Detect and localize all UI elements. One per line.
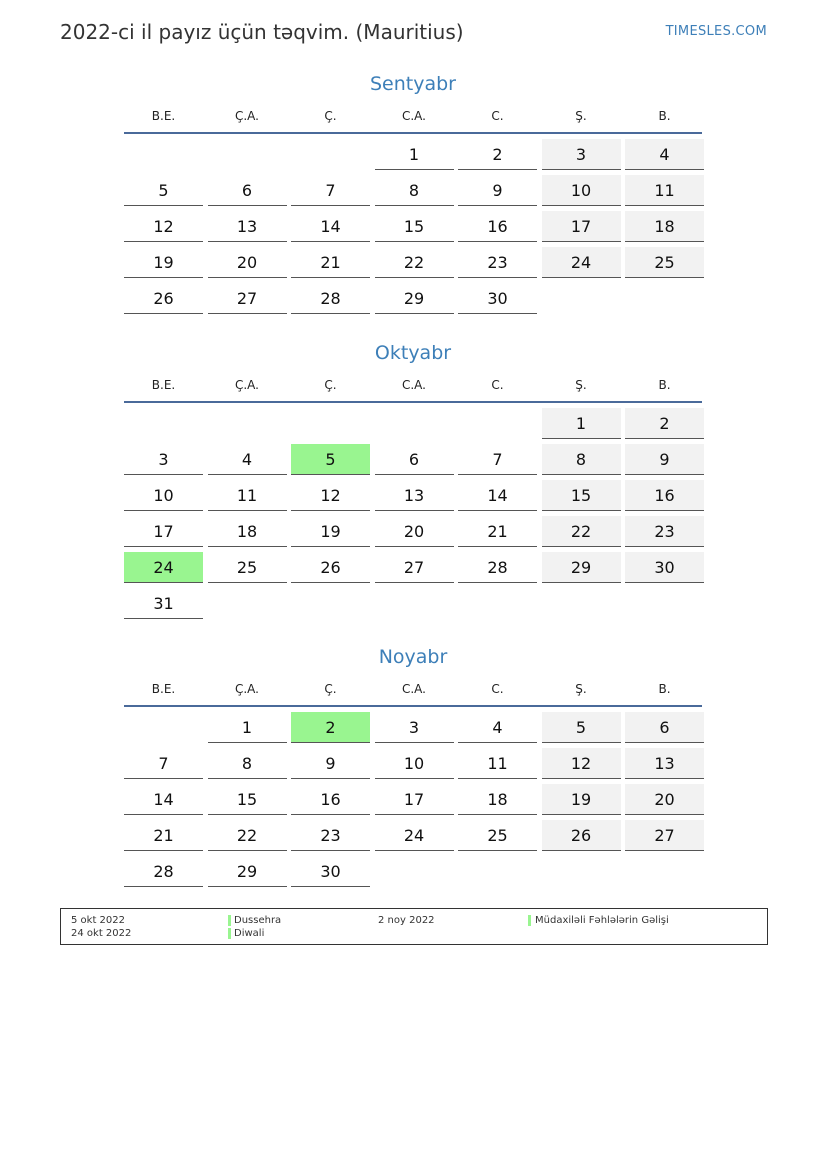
- day-cell: 17: [542, 211, 621, 242]
- day-cell: 25: [625, 247, 704, 278]
- day-cell: 26: [124, 283, 203, 314]
- day-cell: 21: [291, 247, 370, 278]
- weekday-header: [124, 375, 702, 403]
- day-cell: 3: [124, 444, 203, 475]
- day-cell: 21: [124, 820, 203, 851]
- day-cell: 20: [208, 247, 287, 278]
- weekday-label: B.: [658, 682, 671, 696]
- day-cell: 11: [208, 480, 287, 511]
- day-cell: 4: [208, 444, 287, 475]
- day-cell: 19: [542, 784, 621, 815]
- day-cell: 26: [542, 820, 621, 851]
- weekday-header: [124, 106, 702, 134]
- day-cell: 20: [625, 784, 704, 815]
- weekday-label: C.A.: [401, 109, 426, 123]
- holiday-day-cell: 5: [291, 444, 370, 475]
- day-cell: 27: [208, 283, 287, 314]
- day-cell: 5: [542, 712, 621, 743]
- holiday-marker-icon: [228, 928, 231, 939]
- weekday-label: Ş.: [575, 109, 587, 123]
- day-cell: 17: [375, 784, 454, 815]
- day-cell: 15: [375, 211, 454, 242]
- day-cell: 7: [458, 444, 537, 475]
- day-cell: 7: [124, 748, 203, 779]
- day-cell: 4: [625, 139, 704, 170]
- day-cell: 16: [625, 480, 704, 511]
- day-cell: 6: [208, 175, 287, 206]
- day-cell: 29: [542, 552, 621, 583]
- day-cell: 8: [375, 175, 454, 206]
- day-cell: 2: [458, 139, 537, 170]
- empty-cell: [375, 408, 454, 439]
- empty-cell: [124, 408, 203, 439]
- empty-cell: [291, 139, 370, 170]
- day-cell: 6: [625, 712, 704, 743]
- weekday-header: [124, 679, 702, 707]
- empty-cell: [208, 408, 287, 439]
- day-cell: 23: [291, 820, 370, 851]
- day-cell: 23: [458, 247, 537, 278]
- weekday-label: Ç.: [324, 109, 337, 123]
- empty-cell: [458, 408, 537, 439]
- weekday-label: Ş.: [575, 378, 587, 392]
- day-cell: 25: [208, 552, 287, 583]
- day-cell: 15: [208, 784, 287, 815]
- day-cell: 5: [124, 175, 203, 206]
- day-cell: 30: [625, 552, 704, 583]
- day-cell: 13: [375, 480, 454, 511]
- day-cell: 30: [458, 283, 537, 314]
- day-cell: 12: [124, 211, 203, 242]
- day-cell: 10: [124, 480, 203, 511]
- legend-date: 2 noy 2022: [378, 915, 435, 926]
- day-cell: 11: [458, 748, 537, 779]
- day-cell: 12: [291, 480, 370, 511]
- day-cell: 22: [542, 516, 621, 547]
- day-grid: [124, 139, 702, 314]
- weekday-label: C.A.: [401, 682, 426, 696]
- weekday-label: Ç.: [324, 682, 337, 696]
- day-cell: 9: [625, 444, 704, 475]
- holiday-day-cell: 24: [124, 552, 203, 583]
- weekday-label: Ç.A.: [234, 378, 259, 392]
- day-cell: 1: [542, 408, 621, 439]
- month-title: Oktyabr: [374, 342, 452, 364]
- day-cell: 24: [375, 820, 454, 851]
- empty-cell: [208, 139, 287, 170]
- weekday-label: Ç.A.: [234, 109, 259, 123]
- legend-holiday-name: Dussehra: [234, 915, 282, 926]
- legend-holiday-name: Müdaxiləli Fəhlələrin Gəlişi: [535, 915, 669, 926]
- day-cell: 27: [375, 552, 454, 583]
- day-cell: 26: [291, 552, 370, 583]
- day-cell: 19: [124, 247, 203, 278]
- day-cell: 27: [625, 820, 704, 851]
- day-grid: [124, 408, 702, 619]
- day-cell: 14: [124, 784, 203, 815]
- day-cell: 3: [542, 139, 621, 170]
- day-cell: 30: [291, 856, 370, 887]
- day-cell: 28: [291, 283, 370, 314]
- empty-cell: [291, 408, 370, 439]
- day-cell: 22: [208, 820, 287, 851]
- weekday-label: B.E.: [151, 378, 176, 392]
- day-cell: 29: [375, 283, 454, 314]
- month-2: [124, 643, 702, 887]
- day-cell: 13: [208, 211, 287, 242]
- day-cell: 6: [375, 444, 454, 475]
- day-cell: 9: [458, 175, 537, 206]
- month-0: [124, 70, 702, 314]
- day-cell: 7: [291, 175, 370, 206]
- page-title: 2022-ci il payız üçün təqvim. (Mauritius): [60, 20, 464, 44]
- day-cell: 10: [375, 748, 454, 779]
- day-cell: 20: [375, 516, 454, 547]
- weekday-label: Ş.: [575, 682, 587, 696]
- day-cell: 18: [625, 211, 704, 242]
- day-cell: 2: [625, 408, 704, 439]
- weekday-label: C.A.: [401, 378, 426, 392]
- day-cell: 10: [542, 175, 621, 206]
- weekday-label: B.: [658, 378, 671, 392]
- weekday-label: C.: [491, 682, 504, 696]
- day-cell: 31: [124, 588, 203, 619]
- legend-holiday-name: Diwali: [234, 928, 265, 939]
- day-grid: [124, 712, 702, 887]
- day-cell: 17: [124, 516, 203, 547]
- weekday-label: B.E.: [151, 109, 176, 123]
- day-cell: 9: [291, 748, 370, 779]
- brand-link[interactable]: TIMESLES.COM: [665, 24, 767, 39]
- holiday-day-cell: 2: [291, 712, 370, 743]
- day-cell: 18: [458, 784, 537, 815]
- day-cell: 24: [542, 247, 621, 278]
- day-cell: 1: [375, 139, 454, 170]
- day-cell: 16: [458, 211, 537, 242]
- day-cell: 3: [375, 712, 454, 743]
- weekday-label: C.: [491, 109, 504, 123]
- holiday-marker-icon: [528, 915, 531, 926]
- holiday-legend: [60, 908, 768, 945]
- day-cell: 15: [542, 480, 621, 511]
- day-cell: 13: [625, 748, 704, 779]
- day-cell: 21: [458, 516, 537, 547]
- legend-date: 5 okt 2022: [71, 915, 125, 926]
- weekday-label: B.E.: [151, 682, 176, 696]
- empty-cell: [124, 712, 203, 743]
- day-cell: 14: [458, 480, 537, 511]
- day-cell: 22: [375, 247, 454, 278]
- empty-cell: [124, 139, 203, 170]
- day-cell: 18: [208, 516, 287, 547]
- day-cell: 28: [458, 552, 537, 583]
- day-cell: 12: [542, 748, 621, 779]
- day-cell: 19: [291, 516, 370, 547]
- day-cell: 16: [291, 784, 370, 815]
- weekday-label: B.: [658, 109, 671, 123]
- day-cell: 23: [625, 516, 704, 547]
- day-cell: 28: [124, 856, 203, 887]
- weekday-label: C.: [491, 378, 504, 392]
- weekday-label: Ç.: [324, 378, 337, 392]
- day-cell: 4: [458, 712, 537, 743]
- day-cell: 1: [208, 712, 287, 743]
- weekday-label: Ç.A.: [234, 682, 259, 696]
- day-cell: 25: [458, 820, 537, 851]
- month-title: Sentyabr: [369, 73, 456, 95]
- day-cell: 8: [208, 748, 287, 779]
- holiday-marker-icon: [228, 915, 231, 926]
- day-cell: 14: [291, 211, 370, 242]
- legend-date: 24 okt 2022: [71, 928, 132, 939]
- day-cell: 29: [208, 856, 287, 887]
- month-1: [124, 339, 702, 619]
- day-cell: 11: [625, 175, 704, 206]
- month-title: Noyabr: [378, 646, 448, 668]
- day-cell: 8: [542, 444, 621, 475]
